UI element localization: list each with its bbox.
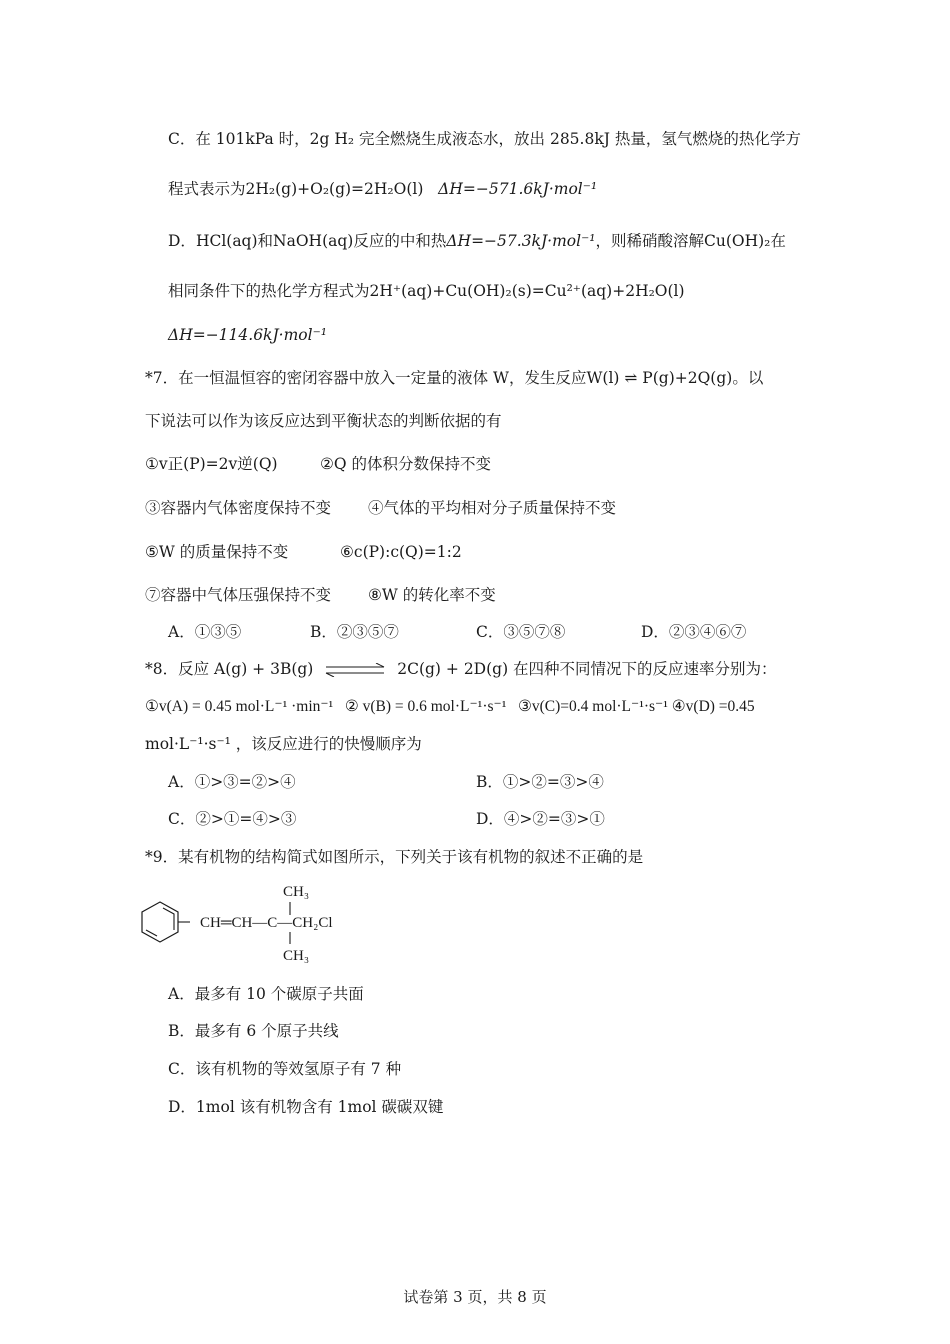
- q7-option-a: A．①③⑤: [168, 623, 242, 641]
- q9-option-b: B．最多有 6 个原子共线: [168, 1022, 339, 1040]
- q6-c-equation: 2H₂(g)+O₂(g)=2H₂O(l): [245, 180, 424, 198]
- q8-stem-b: 2C(g) + 2D(g) 在四种不同情况下的反应速率分别为：: [397, 660, 777, 678]
- q7-statement-3: ③容器内气体密度保持不变: [145, 499, 332, 517]
- q8-option-d: D．④>②=③>①: [476, 810, 605, 828]
- q7-statement-1: ①v正(P)=2v逆(Q): [145, 455, 278, 473]
- q6-option-c-line1: C．在 101kPa 时，2g H₂ 完全燃烧生成液态水，放出 285.8kJ 热量，氢气燃烧的热化学方: [168, 130, 801, 148]
- q7-statement-7: ⑦容器中气体压强保持不变: [145, 586, 332, 604]
- mol-ch3-bottom: CH₃: [283, 948, 310, 964]
- q6-d-enthalpy1: ΔH=−57.3kJ·mol⁻¹: [446, 232, 596, 250]
- mol-ch3-top: CH₃: [283, 884, 310, 900]
- q6-d-cuoh: Cu(OH)₂: [704, 232, 771, 250]
- q6-d-and: 和: [257, 232, 274, 250]
- q6-d-label: D．: [168, 232, 196, 250]
- q6-c-enthalpy: ΔH=−571.6kJ·mol⁻¹: [438, 180, 598, 198]
- q8-option-a: A．①>③=②>④: [168, 773, 296, 791]
- q8-rate-4: ④v(D) =0.45: [671, 698, 755, 715]
- q9-molecule-structure: [138, 878, 398, 966]
- q7-option-b: B．②③⑤⑦: [310, 623, 399, 641]
- q7-stem-b: 。以: [732, 369, 764, 387]
- q7-stem-line2: 下说法可以作为该反应达到平衡状态的判断依据的有: [145, 412, 502, 430]
- q6-d-hcl: HCl(aq): [195, 232, 258, 250]
- q7-option-c: C．③⑤⑦⑧: [476, 623, 566, 641]
- q9-option-d: D．1mol 该有机物含有 1mol 碳碳双键: [168, 1098, 444, 1116]
- q9-option-c: C．该有机物的等效氢原子有 7 种: [168, 1060, 402, 1078]
- q7-statement-5: ⑤W 的质量保持不变: [145, 543, 289, 561]
- q7-statement-2: ②Q 的体积分数保持不变: [320, 455, 492, 473]
- q8-option-b: B．①>②=③>④: [476, 773, 604, 791]
- q6-d-mid2: ，则稀硝酸溶解: [595, 232, 704, 250]
- q7-statement-6: ⑥c(P):c(Q)=1:2: [340, 543, 462, 561]
- q6-d-enthalpy2: ΔH=−114.6kJ·mol⁻¹: [168, 326, 327, 344]
- q8-rate-3: ③v(C)=0.4 mol·L⁻¹·s⁻¹: [517, 698, 668, 715]
- q7-stem-equation: W(l) ⇌ P(g)+2Q(g): [586, 369, 733, 387]
- q7-stem-a: *7．在一恒温恒容的密闭容器中放入一定量的液体 W，发生反应: [145, 369, 587, 387]
- q6-d-equation: 2H⁺(aq)+Cu(OH)₂(s)=Cu²⁺(aq)+2H₂O(l): [369, 282, 685, 300]
- page-footer: 试卷第 3 页，共 8 页: [403, 1288, 547, 1306]
- q6-option-d-line1: [168, 230, 786, 252]
- q7-stem-line1: [145, 367, 763, 389]
- q6-c-prefix: 程式表示为: [168, 180, 246, 198]
- q7-statement-8: ⑧W 的转化率不变: [368, 586, 496, 604]
- q7-statement-4: ④气体的平均相对分子质量保持不变: [368, 499, 617, 517]
- benzene-ring: [142, 902, 178, 942]
- q6-option-c-line2: [168, 178, 597, 200]
- equilibrium-arrow-icon: [322, 663, 388, 677]
- q8-option-c: C．②>①=④>③: [168, 810, 297, 828]
- q9-stem: *9．某有机物的结构简式如图所示，下列关于该有机物的叙述不正确的是: [145, 848, 644, 866]
- q8-stem-a: *8．反应 A(g) + 3B(g): [145, 660, 314, 678]
- q8-stem: [145, 658, 777, 680]
- q6-d-prefix2: 相同条件下的热化学方程式为: [168, 282, 370, 300]
- q6-option-d-line2: [168, 280, 685, 302]
- q9-option-a: A．最多有 10 个碳原子共面: [168, 985, 364, 1003]
- q6-d-end: 在: [770, 232, 786, 250]
- q7-option-d: D．②③④⑥⑦: [641, 623, 747, 641]
- mol-main-chain: CH═CH—C—CH₂Cl: [200, 915, 333, 931]
- q8-rates-line: [145, 696, 755, 718]
- q8-rates-line2: mol·L⁻¹·s⁻¹ ，该反应进行的快慢顺序为: [145, 735, 422, 753]
- q6-d-mid: 反应的中和热: [353, 232, 447, 250]
- q8-rate-1: ①v(A) = 0.45 mol·L⁻¹ ·min⁻¹: [145, 698, 334, 715]
- q6-d-naoh: NaOH(aq): [273, 232, 354, 250]
- q8-rate-2: ② v(B) = 0.6 mol·L⁻¹·s⁻¹: [344, 698, 507, 715]
